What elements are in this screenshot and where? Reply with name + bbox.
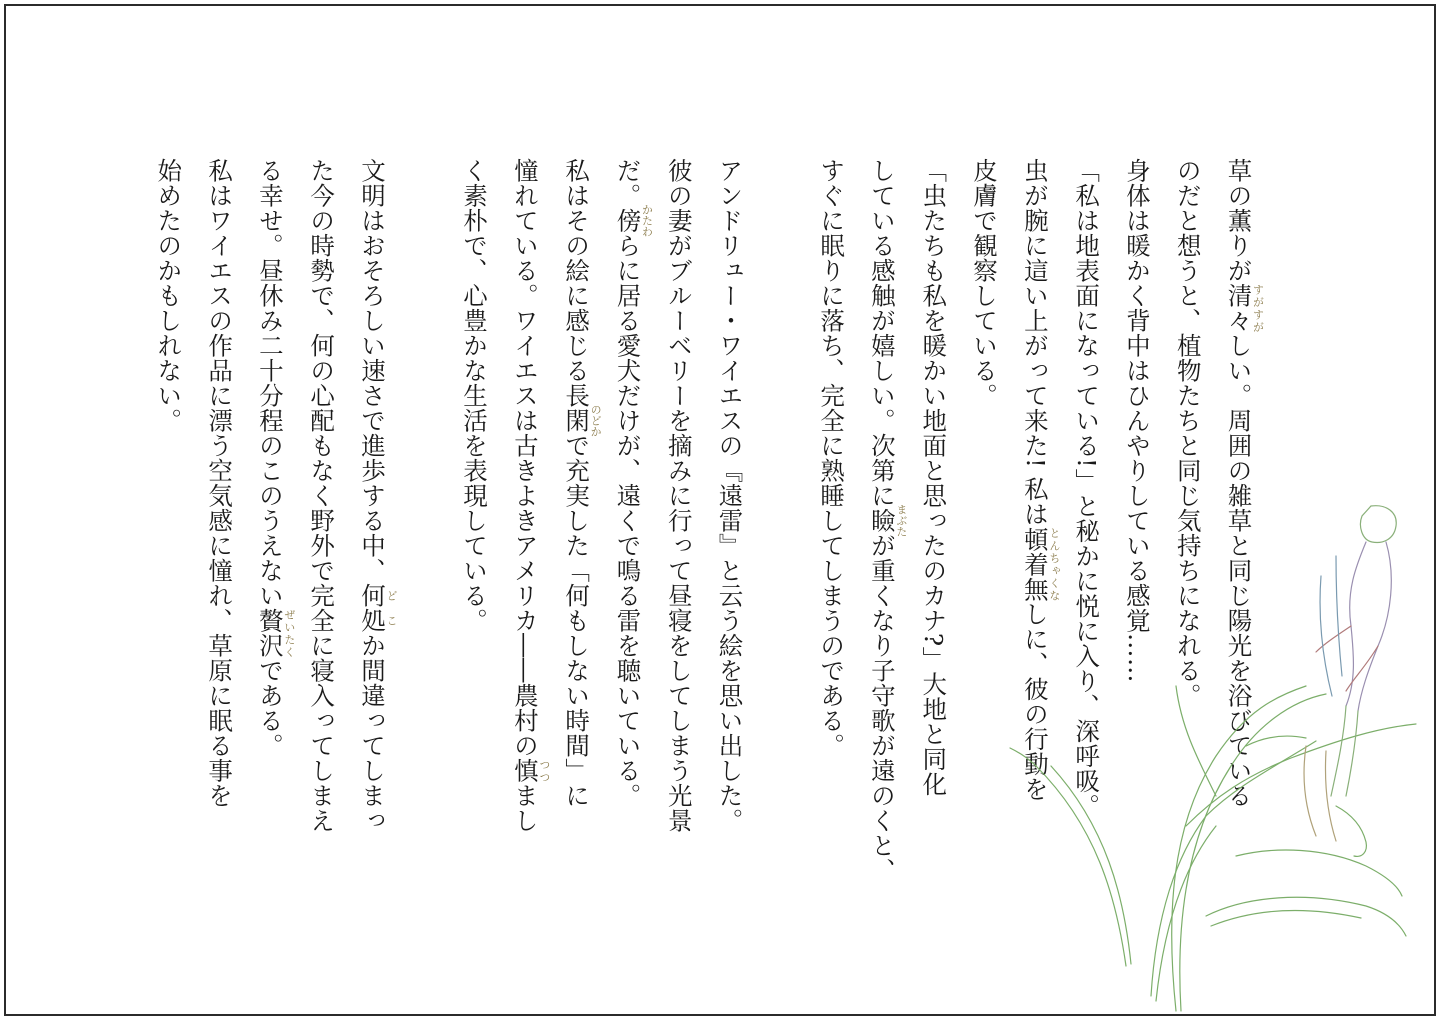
text-line: く素朴で、心豊かな生活を表現している。 [460,158,490,633]
text-line: すぐに眠りに落ち、完全に熟睡してしまうのである。 [817,158,847,758]
text-line: している感触が嬉しい。次第に瞼まぶたが重くなり子守歌が遠のくと、 [867,158,908,883]
text-line: 「私は地表面になっている!」と秘かに悦に入り、深呼吸。 [1072,158,1102,819]
text-line: る幸せ。昼休み二十分程のこのうえない贅沢ぜいたくである。 [255,158,296,758]
text-line: 私はその絵に感じる長閑のどかで充実した「何もしない時間」に [562,158,603,808]
text-line: のだと想うと、植物たちと同じ気持ちになれる。 [1173,158,1203,708]
text-line: 虫が腕に這い上がって来た! 私は頓着無とんちゃくなしに、彼の行動を [1020,158,1061,802]
text-line: 草の薫りが清々すがすがしい。周囲の雑草と同じ陽光を浴びている [1224,158,1265,808]
section-gap [397,158,448,918]
text-line: 私はワイエスの作品に漂う空気感に憧れ、草原に眠る事を [205,158,235,808]
text-line: 身体は暖かく背中はひんやりしている感覚…… [1122,158,1152,683]
text-line: アンドリュー・ワイエスの『遠雷』と云う絵を思い出した。 [715,158,745,833]
text-line: 彼の妻がブルーベリーを摘みに行って昼寝をしてしまう光景 [664,158,694,833]
text-line: た今の時勢で、何の心配もなく野外で完全に寝入ってしまえ [307,158,337,833]
text-line: 「虫たちも私を暖かい地面と思ったのカナ?」大地と同化 [919,158,949,797]
sketch-of-woman-in-grass [1006,496,1426,1016]
page-frame [4,4,1436,1016]
text-line: 文明はおそろしい速さで進歩する中、何処どこか間違ってしまっ [357,158,398,833]
text-line: 始めたのかもしれない。 [154,158,184,433]
text-line: だ。傍かたわらに居る愛犬だけが、遠くで鳴る雷を聴いている。 [613,158,654,808]
text-line: 憧れている。ワイエスは古きよきアメリカ――農村の慎つつまし [510,158,551,833]
section-gap [755,158,806,918]
text-line: 皮膚で観察している。 [970,158,1000,408]
